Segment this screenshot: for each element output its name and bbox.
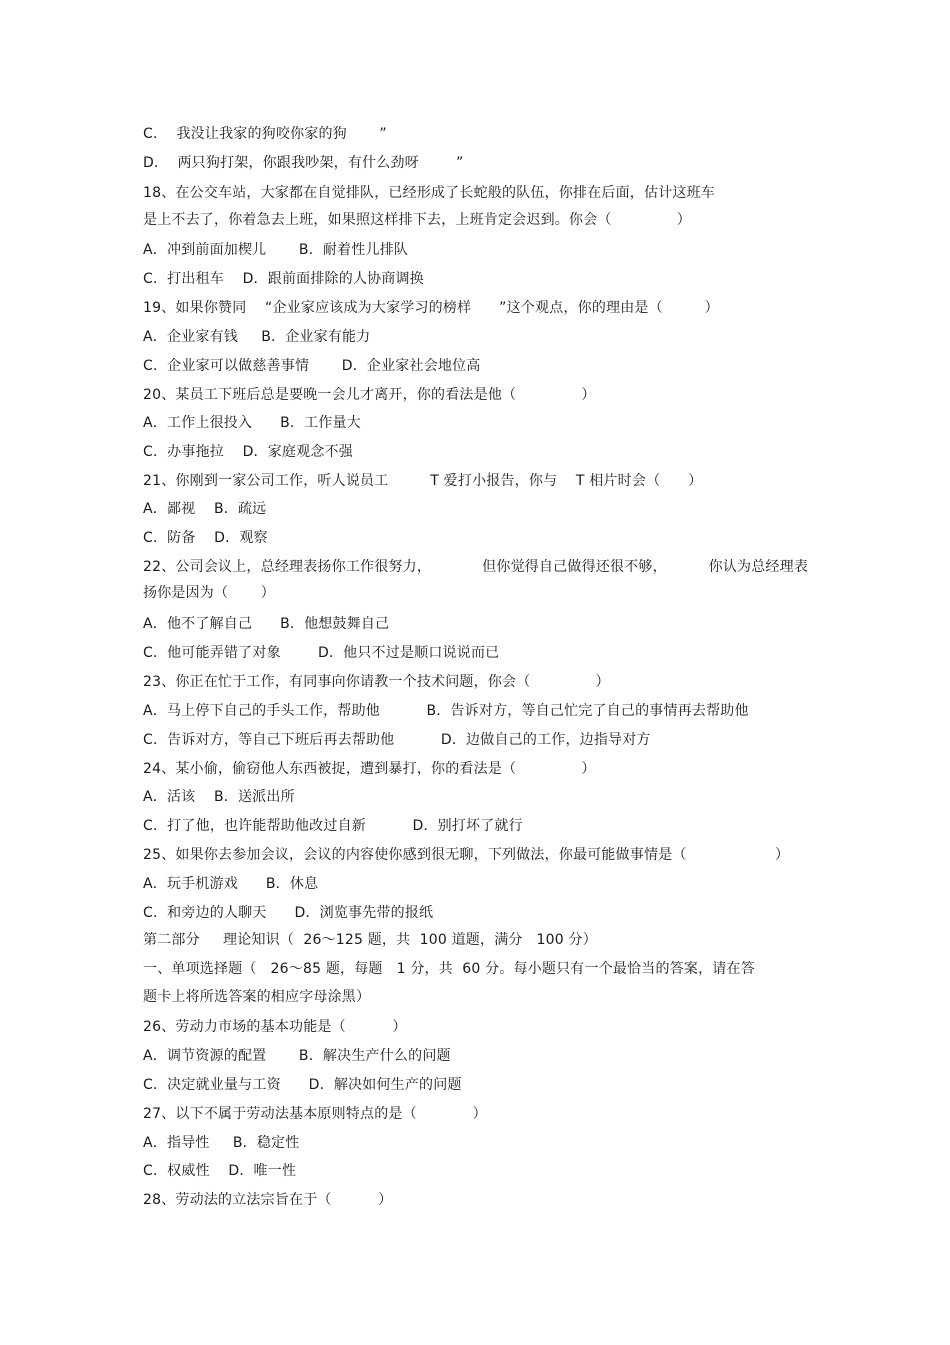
question-line: 扬你是因为（ ） <box>143 585 275 601</box>
option-line: D． 两只狗打架，你跟我吵架，有什么劲呀 ” <box>143 155 464 171</box>
option-line: A．企业家有钱 B．企业家有能力 <box>143 329 371 345</box>
question-line: 27、以下不属于劳动法基本原则特点的是（ ） <box>143 1106 487 1122</box>
option-line: A．玩手机游戏 B．休息 <box>143 876 319 892</box>
option-line: C．打出租车 D．跟前面排除的人协商调换 <box>143 271 424 287</box>
option-line: C． 我没让我家的狗咬你家的狗 ” <box>143 126 387 142</box>
question-line: 18、在公交车站，大家都在自觉排队，已经形成了长蛇般的队伍，你排在后面，估计这班车 <box>143 185 716 201</box>
question-line: 20、某员工下班后总是要晚一会儿才离开，你的看法是他（ ） <box>143 387 596 403</box>
option-line: C．告诉对方，等自己下班后再去帮助他 D．边做自己的工作，边指导对方 <box>143 732 651 748</box>
option-line: A．指导性 B．稳定性 <box>143 1135 300 1151</box>
question-line: 25、如果你去参加会议，会议的内容使你感到很无聊，下列做法，你最可能做事情是（ ） <box>143 847 790 863</box>
option-line: A．冲到前面加楔儿 B．耐着性儿排队 <box>143 242 409 258</box>
option-line: C．办事拖拉 D．家庭观念不强 <box>143 444 353 460</box>
question-line: 28、劳动法的立法宗旨在于（ ） <box>143 1192 393 1208</box>
option-line: A．活该 B．送派出所 <box>143 789 295 805</box>
question-line: 26、劳动力市场的基本功能是（ ） <box>143 1019 407 1035</box>
option-line: A．鄙视 B．疏远 <box>143 501 267 517</box>
option-line: C．决定就业量与工资 D．解决如何生产的问题 <box>143 1077 462 1093</box>
section-instructions: 一、单项选择题（ 26～85 题，每题 1 分，共 60 分。每小题只有一个最恰当的答案，请在答 <box>143 961 755 977</box>
question-line: 22、公司会议上，总经理表扬你工作很努力， 但你觉得自己做得还很不够， 你认为总经理表 <box>143 559 809 575</box>
option-line: A．调节资源的配置 B．解决生产什么的问题 <box>143 1048 451 1064</box>
option-line: C．打了他，也许能帮助他改过自新 D．别打坏了就行 <box>143 818 523 834</box>
question-line: 21、你刚到一家公司工作，听人说员工 T 爱打小报告，你与 T 相片时会（ ） <box>143 473 703 489</box>
option-line: C．他可能弄错了对象 D．他只不过是顺口说说而已 <box>143 645 500 661</box>
option-line: C．企业家可以做慈善事情 D．企业家社会地位高 <box>143 358 481 374</box>
option-line: A．他不了解自己 B．他想鼓舞自己 <box>143 616 390 632</box>
question-line: 23、你正在忙于工作，有同事向你请教一个技术问题，你会（ ） <box>143 674 610 690</box>
question-line: 24、某小偷，偷窃他人东西被捉，遭到暴打，你的看法是（ ） <box>143 761 596 777</box>
option-line: C．权威性 D．唯一性 <box>143 1163 297 1179</box>
option-line: C．和旁边的人聊天 D．浏览事先带的报纸 <box>143 905 434 921</box>
question-line: 是上不去了，你着急去上班，如果照这样排下去，上班肯定会迟到。你会（ ） <box>143 212 691 228</box>
question-line: 19、如果你赞同 “企业家应该成为大家学习的榜样 ”这个观点，你的理由是（ ） <box>143 300 719 316</box>
option-line: A．工作上很投入 B．工作量大 <box>143 415 361 431</box>
option-line: C．防备 D．观察 <box>143 530 268 546</box>
section-heading: 第二部分 理论知识（ 26～125 题，共 100 道题，满分 100 分） <box>143 932 597 948</box>
option-line: A．马上停下自己的手头工作，帮助他 B．告诉对方，等自己忙完了自己的事情再去帮助他 <box>143 703 749 719</box>
section-instructions: 题卡上将所选答案的相应字母涂黑） <box>143 989 371 1005</box>
